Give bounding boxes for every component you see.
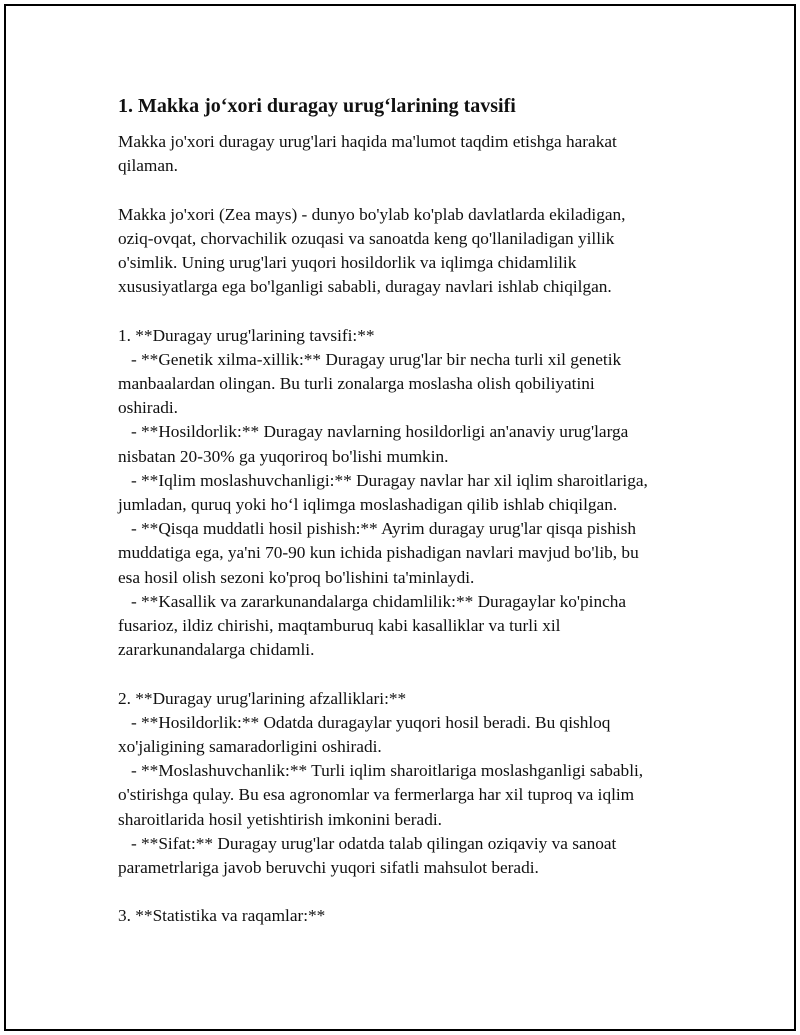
- text-line: oshiradi.: [118, 398, 178, 418]
- list-item-line: - **Genetik xilma-xillik:** Duragay urug'lar bir necha turli xil genetik: [118, 349, 622, 369]
- section-descriptions: [118, 324, 688, 663]
- intro-paragraph: [118, 130, 688, 178]
- list-item-line: - **Moslashuvchanlik:** Turli iqlim sharoitlariga moslashganligi sababli,: [118, 761, 644, 781]
- list-item-line: - **Qisqa muddatli hosil pishish:** Ayrim duragay urug'lar qisqa pishish: [118, 519, 637, 539]
- list-item-line: - **Hosildorlik:** Odatda duragaylar yuqori hosil beradi. Bu qishloq: [118, 712, 611, 732]
- paragraph-gap: [118, 880, 688, 904]
- text-line: fusarioz, ildiz chirishi, maqtamburuq kabi kasalliklar va turli xil: [118, 616, 561, 636]
- text-line: parametrlariga javob beruvchi yuqori sifatli mahsulot beradi.: [118, 858, 539, 878]
- section-advantages: [118, 687, 688, 881]
- paragraph-gap: [118, 662, 688, 686]
- list-item-line: - **Iqlim moslashuvchanligi:** Duragay navlar har xil iqlim sharoitlariga,: [118, 470, 648, 490]
- text-line: manbaalardan olingan. Bu turli zonalarga moslasha olish qobiliyatini: [118, 374, 595, 393]
- text-line: o'stirishga qulay. Bu esa agronomlar va fermerlarga har xil tuproq va iqlim: [118, 785, 635, 805]
- text-line: qilaman.: [118, 156, 178, 176]
- text-line: xususiyatlarga ega bo'lganligi sababli, duragay navlari ishlab chiqilgan.: [118, 277, 612, 297]
- text-line: nisbatan 20-30% ga yuqoriroq bo'lishi mumkin.: [118, 446, 449, 466]
- document-body: [118, 92, 688, 929]
- section-heading: 2. **Duragay urug'larining afzalliklari:**: [118, 688, 407, 708]
- text-line: oziq-ovqat, chorvachilik ozuqasi va sanoatda keng qo'llaniladigan yillik: [118, 228, 615, 248]
- text-line: muddatiga ega, ya'ni 70-90 kun ichida pishadigan navlari mavjud bo'lib, bu: [118, 543, 639, 563]
- text-line: o'simlik. Uning urug'lari yuqori hosildorlik va iqlimga chidamlilik: [118, 253, 577, 272]
- text-line: jumladan, quruq yoki ho‘l iqlimga moslashadigan qilib ishlab chiqilgan.: [118, 495, 618, 515]
- text-line: xo'jaligining samaradorligini oshiradi.: [118, 737, 382, 757]
- text-line: Makka jo'xori (Zea mays) - dunyo bo'ylab ko'plab davlatlarda ekiladigan,: [118, 204, 626, 224]
- section-statistics: [118, 904, 688, 928]
- text-line: zararkunandalarga chidamli.: [118, 640, 315, 660]
- text-line: esa hosil olish sezoni ko'proq bo'lishini ta'minlaydi.: [118, 567, 475, 587]
- text-line: sharoitlarida hosil yetishtirish imkonini beradi.: [118, 809, 442, 829]
- overview-paragraph: [118, 203, 688, 300]
- paragraph-gap: [118, 178, 688, 202]
- section-heading: 3. **Statistika va raqamlar:**: [118, 906, 326, 926]
- text-line: Makka jo'xori duragay urug'lari haqida ma'lumot taqdim etishga harakat: [118, 132, 617, 151]
- list-item-line: - **Hosildorlik:** Duragay navlarning hosildorligi an'anaviy urug'larga: [118, 422, 629, 442]
- paragraph-gap: [118, 299, 688, 323]
- section-heading: 1. **Duragay urug'larining tavsifi:**: [118, 325, 375, 345]
- document-title: 1. Makka jo‘xori duragay urug‘larining tavsifi: [118, 95, 516, 117]
- list-item-line: - **Sifat:** Duragay urug'lar odatda talab qilingan oziqaviy va sanoat: [118, 833, 617, 853]
- list-item-line: - **Kasallik va zararkunandalarga chidamlilik:** Duragaylar ko'pincha: [118, 591, 627, 611]
